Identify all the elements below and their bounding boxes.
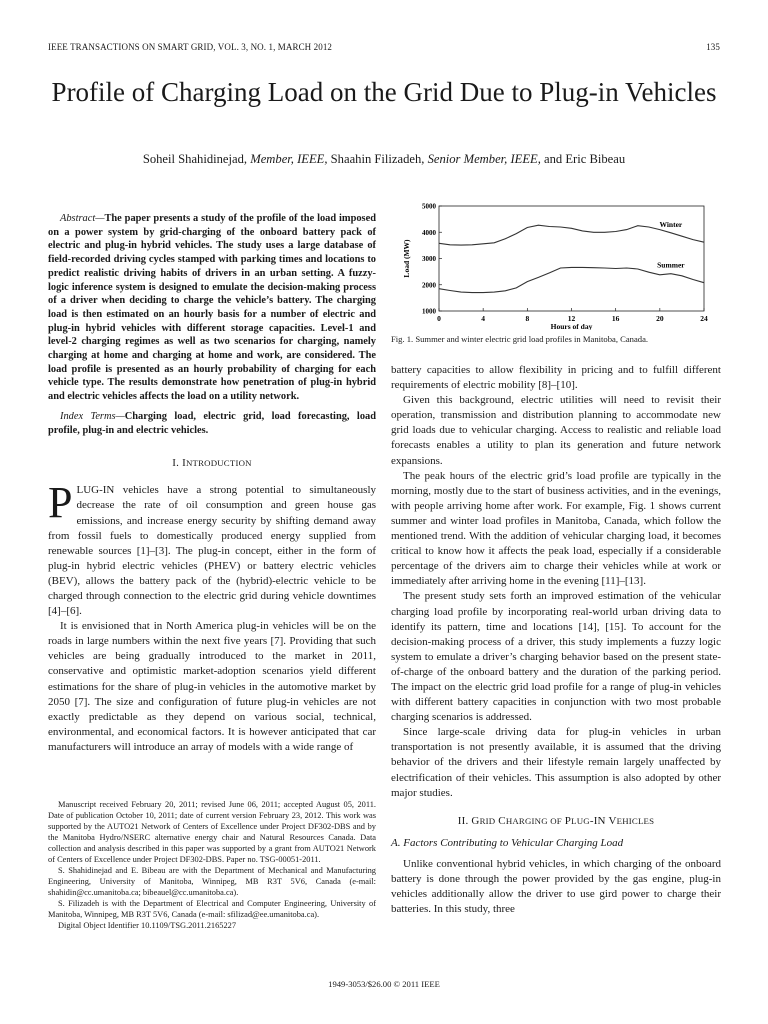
page-footer: 1949-3053/$26.00 © 2011 IEEE	[328, 979, 440, 989]
series-label-winter: Winter	[659, 219, 683, 229]
series-label-summer: Summer	[657, 260, 685, 270]
footnote-affiliation-2: S. Filizadeh is with the Department of Electrical and Computer Engineering, University of Manitoba, Winnipeg, MB R3T 5V6, Canada (e-mail: sfilizad@ee.umanitoba.ca).	[48, 899, 376, 919]
y-tick-label: 3000	[422, 255, 436, 263]
drop-cap: P	[48, 478, 73, 528]
right-column	[391, 363, 721, 917]
author-line	[40, 152, 728, 167]
section-heading-grid-charging	[391, 814, 721, 829]
sc-rest: LUG	[571, 815, 590, 826]
section-title-rest: NTRODUCTION	[185, 458, 252, 469]
x-tick-label: 0	[437, 314, 441, 323]
y-tick-label: 5000	[422, 202, 436, 211]
page-number: 135	[706, 42, 720, 52]
author-3: and Eric Bibeau	[544, 152, 626, 166]
author-2: Shaahin Filizadeh,	[330, 152, 425, 166]
right-paragraph-3: The present study sets forth an improved estimation of the vehicular charging load profile by incorporating real-world urban driving data to identify its pattern, time and locations [14], [15]. To account for the decision-making process of a driver, this study implements a fuzzy logic system to emulate a driver’s charging behavior based on the present state-of-charge of the onboard battery and the duration of the parking period. The impact on the electric grid load profile for a range of plug-in vehicles with different battery capacities in conjunction with two most probable charging scenarios is addressed.	[391, 590, 721, 724]
sc-initial: V	[608, 814, 617, 827]
sc-rest: RID	[479, 815, 496, 826]
sc-rest: EHICLES	[616, 815, 655, 826]
section-number: II.	[457, 814, 469, 827]
footnote-affiliation-1: S. Shahidinejad and E. Bibeau are with the Department of Mechanical and Manufacturing Engineering, University of Manitoba, Winnipeg, MB R3T 5V6, Canada (e-mail: shahidin@cc.umanitoba.ca; bibeauel@cc.umanitoba.ca).	[48, 866, 376, 897]
y-tick-label: 4000	[422, 228, 436, 237]
hyphen: -	[589, 814, 594, 827]
x-tick-label: 16	[611, 314, 620, 323]
x-tick-label: 4	[481, 314, 486, 323]
right-paragraph-2: The peak hours of the electric grid’s load profile are typically in the morning, mostly due to the start of business activities, and in the evenings, with people arriving home after work. For example, Fig. 1 shows current summer and winter load profiles in Manitoba, Canada, which follow the mentioned trend. With the addition of vehicular charging load, it becomes critical to know how it affects the peak load, especially if a considerable percentage of the drivers aim to charge their vehicles while at work or immediately after arriving home in the evening [11]–[13].	[391, 469, 721, 588]
index-terms-lead: Index Terms—	[60, 410, 125, 422]
sc-initial: C	[498, 814, 506, 827]
x-tick-label: 12	[567, 314, 576, 323]
left-column	[48, 212, 376, 755]
author-1-role: Member, IEEE,	[250, 152, 328, 166]
sc-initial: IN	[593, 814, 606, 827]
figure-1	[391, 200, 721, 350]
series-line-summer	[439, 267, 704, 292]
intro-paragraph-2: It is envisioned that in North America plug-in vehicles will be on the roads in large numbers within the next five years [7]. Providing that such vehicles are being gradually introduced to the market in 2011, conservative and optimistic market-adoption scenarios yield different estimations for the share of plug-in vehicles in the automotive market by 2050 [7]. The size and configuration of future plug-in vehicles are not exactly predictable as they depend on various social, technical, environmental, and economical factors. It is however anticipated that car manufacturers will introduce an array of models with a wide range of	[48, 620, 376, 753]
abstract-lead: Abstract—	[60, 213, 105, 224]
right-paragraph-5: Unlike conventional hybrid vehicles, in which charging of the onboard battery is done through the power provided by the gas engine, plug-in vehicles additionally allow the driver to use gird power to charge their batteries. In this study, three	[391, 857, 721, 916]
abstract-text: The paper presents a study of the profile of the load imposed on a power system by grid-charging of the onboard battery pack of electric and plug-in hybrid vehicles. The study uses a large database of field-recorded driving cycles stamped with parking times and locations to predict realistic driving habits of drivers in an urban setting. A fuzzy-logic inference system is designed to emulate the decision-making process of a driver when deciding to charge the vehicle’s battery. The charging load is then estimated on an hourly basis for a number of electric and plug-in hybrid vehicles with different storage capacities. Level-1 and level-2 charging regimes as well as two scenarios for charging, namely charging at home and charging at home and work, are considered. The load profile is presented as an hourly probability of charging for each vehicle type. The results demonstrate how penetration of plug-in hybrid and electric vehicles affects the load on a utility network.	[48, 213, 376, 403]
footnote-manuscript: Manuscript received February 20, 2011; revised June 06, 2011; accepted August 05, 2011. Date of publication October 10, 2011; date of current version February 23, 2012. This work was supported by the AUTO21 Network of Centers of Excellence under Project DF302-DBS and by the Manitoba Hydro/NSERC alternative energy chair and Natural Resources Canada. Data collection and analysis described in this paper was supported by a grant from AUTO21 Network of Centers of Excellence under Project DF302-DBS. Paper no. TSG-00051-2011.	[48, 800, 376, 864]
y-axis-label: Load (MW)	[402, 239, 411, 278]
sc-rest: HARGING OF	[505, 815, 562, 826]
intro-paragraph-1	[48, 478, 376, 619]
footnote	[48, 799, 376, 931]
chart-series	[439, 220, 704, 293]
intro-p1-text: LUG-IN vehicles have a strong potential to simultaneously decrease the rate of oil consumption and green house gas emissions, and increase energy security by shifting demand away from fossil fuels to domestically produced energy supplied from renewable sources [1]–[3]. The plug-in concept, either in the form of plug-in hybrid electric vehicles (PHEV) or battery electric vehicles (BEV), allows the battery pack of the (hybrid)-electric vehicle to be charged through connection to the electric grid during vehicle downtimes [4]–[6].	[48, 484, 376, 618]
y-tick-label: 2000	[422, 281, 436, 290]
load-profile-chart	[391, 200, 721, 330]
running-header: IEEE TRANSACTIONS ON SMART GRID, VOL. 3, NO. 1, MARCH 2012	[48, 42, 333, 52]
x-axis-label: Hours of day	[550, 322, 593, 330]
right-paragraph-1: Given this background, electric utilities will need to revisit their operation, transmission and distribution planning to accommodate new grid loads due to vehicular charging. Access to realistic and reliable load forecasts enables a utility to plan its generation and future network expansions.	[391, 394, 721, 467]
right-paragraph-4: Since large-scale driving data for plug-in vehicles in urban transportation is not presently available, it is assumed that the driving behavior of the drivers and their lifestyle remain largely unaffected by electrification of their vehicles. This assumption is also adopted by other major studies.	[391, 726, 721, 799]
author-1: Soheil Shahidinejad,	[142, 152, 248, 166]
paper-title: Profile of Charging Load on the Grid Due to Plug-in Vehicles	[51, 77, 717, 107]
section-title-initial: I	[182, 457, 186, 470]
footnote-doi: Digital Object Identifier 10.1109/TSG.2011.2165227	[58, 921, 237, 930]
sc-initial: P	[564, 814, 572, 827]
x-tick-label: 8	[525, 314, 530, 323]
figure-caption: Fig. 1. Summer and winter electric grid load profiles in Manitoba, Canada.	[391, 334, 649, 344]
index-terms	[48, 410, 376, 437]
section-number: I.	[172, 457, 180, 470]
right-paragraph-0: battery capacities to allow flexibility in pricing and to fulfill different requirements of electric mobility [8]–[10].	[391, 364, 721, 392]
section-heading-introduction	[48, 456, 376, 471]
x-tick-label: 24	[700, 314, 708, 323]
x-tick-label: 20	[656, 314, 664, 323]
index-terms-text: Charging load, electric grid, load forecasting, load profile, plug-in and electric vehicles.	[48, 410, 376, 436]
sc-initial: G	[471, 814, 480, 827]
author-2-role: Senior Member, IEEE,	[427, 152, 541, 166]
subsection-heading: A. Factors Contributing to Vehicular Charging Load	[391, 836, 624, 849]
y-tick-label: 1000	[422, 307, 436, 316]
abstract	[48, 212, 376, 404]
